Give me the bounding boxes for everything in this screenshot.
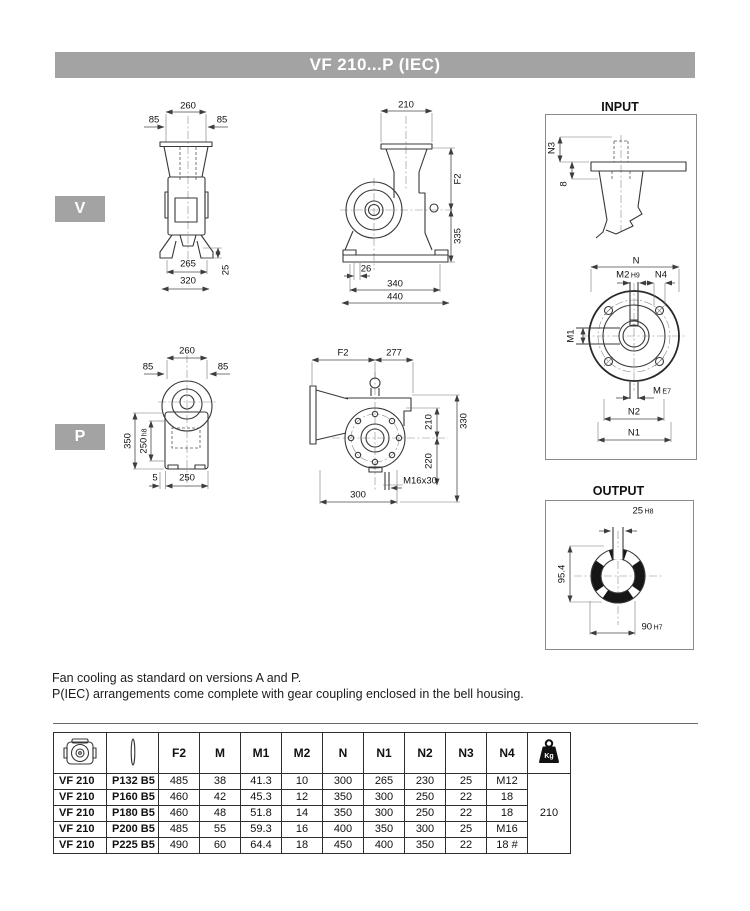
dim-f2: F2 bbox=[452, 173, 464, 185]
dim-overall-width: 440 bbox=[387, 291, 403, 303]
table-row bbox=[54, 790, 571, 806]
cell-value: 350 bbox=[323, 790, 364, 806]
note-line-2: P(IEC) arrangements come complete with gear coupling enclosed in the bell housing. bbox=[52, 687, 524, 701]
cell-value: 22 bbox=[446, 790, 487, 806]
version-label-v: V bbox=[55, 196, 105, 222]
dim-base-width: 300 bbox=[350, 489, 366, 501]
dim-center-height: 335 bbox=[452, 228, 464, 244]
cell-value: 490 bbox=[159, 838, 200, 854]
dim-m1: M1 bbox=[565, 329, 577, 343]
col-header-m: M bbox=[200, 733, 241, 774]
dim-lower-height: 220 bbox=[423, 453, 435, 469]
cell-value: 250 bbox=[405, 790, 446, 806]
cell-value: 350 bbox=[364, 822, 405, 838]
cell-motor: P225 B5 bbox=[107, 838, 159, 854]
cell-model: VF 210 bbox=[54, 774, 107, 790]
dim-n4: N4 bbox=[654, 269, 668, 281]
cell-value: 265 bbox=[364, 774, 405, 790]
dim-flange-depth: 8 bbox=[558, 181, 570, 187]
cell-value: M12 bbox=[487, 774, 528, 790]
p-front-drawing bbox=[120, 345, 250, 505]
output-title: OUTPUT bbox=[592, 484, 645, 498]
motor-shaft-header-cell bbox=[107, 733, 159, 774]
cell-model: VF 210 bbox=[54, 838, 107, 854]
p-side-graphic bbox=[290, 340, 480, 515]
dim-key-width: 25 H8 bbox=[632, 505, 654, 517]
cell-value: 230 bbox=[405, 774, 446, 790]
cell-weight: 210 bbox=[528, 774, 571, 854]
dim-base-outer: 320 bbox=[180, 275, 196, 287]
dim-flange-width: 210 bbox=[398, 99, 414, 111]
dim-flange-left: 85 bbox=[142, 361, 154, 373]
table-top-rule bbox=[53, 723, 698, 724]
cell-value: 12 bbox=[282, 790, 323, 806]
cell-value: 41.3 bbox=[241, 774, 282, 790]
dim-m: M E7 bbox=[653, 385, 671, 397]
notes bbox=[52, 670, 524, 702]
p-side-drawing bbox=[290, 340, 480, 515]
input-box bbox=[545, 114, 697, 460]
cell-value: 460 bbox=[159, 790, 200, 806]
cell-value: 350 bbox=[323, 806, 364, 822]
cell-value: 38 bbox=[200, 774, 241, 790]
cell-value: 16 bbox=[282, 822, 323, 838]
v-side-graphic bbox=[330, 100, 530, 312]
dim-body-width: 250 bbox=[179, 472, 195, 484]
dim-top-width: 260 bbox=[179, 345, 195, 357]
cell-value: 300 bbox=[364, 806, 405, 822]
cell-value: 18 bbox=[487, 806, 528, 822]
cell-value: 60 bbox=[200, 838, 241, 854]
cell-value: 42 bbox=[200, 790, 241, 806]
dim-flange-right: 85 bbox=[217, 361, 229, 373]
input-graphic bbox=[546, 115, 696, 459]
v-front-drawing bbox=[130, 100, 240, 295]
dim-overall-height: 330 bbox=[458, 413, 470, 429]
cell-value: 400 bbox=[323, 822, 364, 838]
col-header-n4: N4 bbox=[487, 733, 528, 774]
dim-flange-left: 85 bbox=[148, 114, 160, 126]
cell-model: VF 210 bbox=[54, 822, 107, 838]
cell-value: 45.3 bbox=[241, 790, 282, 806]
gearbox-icon bbox=[61, 735, 99, 769]
cell-motor: P132 B5 bbox=[107, 774, 159, 790]
dim-bore-diameter: 90 H7 bbox=[641, 621, 663, 633]
dim-flange-right: 85 bbox=[216, 114, 228, 126]
cell-value: 250 bbox=[405, 806, 446, 822]
cell-value: 400 bbox=[364, 838, 405, 854]
weight-header-cell bbox=[528, 733, 571, 774]
table-row bbox=[54, 822, 571, 838]
dim-body-height: 350 bbox=[122, 433, 134, 449]
input-title: INPUT bbox=[601, 100, 639, 114]
cell-value: 300 bbox=[323, 774, 364, 790]
cell-value: 25 bbox=[446, 774, 487, 790]
dim-body-length: 277 bbox=[386, 347, 402, 359]
dim-pilot-diameter: 250h8 bbox=[138, 428, 150, 454]
cell-value: 485 bbox=[159, 774, 200, 790]
output-graphic bbox=[546, 501, 693, 649]
weight-kg-icon bbox=[535, 738, 563, 765]
cell-value: 10 bbox=[282, 774, 323, 790]
cell-value: M16 bbox=[487, 822, 528, 838]
dim-foot-offset: 5 bbox=[152, 472, 158, 484]
dim-base-inner: 265 bbox=[180, 258, 196, 270]
dim-upper-height: 210 bbox=[423, 414, 435, 430]
cell-model: VF 210 bbox=[54, 806, 107, 822]
motor-shaft-icon bbox=[127, 735, 139, 769]
gearbox-header-cell bbox=[54, 733, 107, 774]
dim-base-width: 340 bbox=[387, 278, 403, 290]
dim-pad-width: 26 bbox=[360, 263, 372, 275]
cell-value: 485 bbox=[159, 822, 200, 838]
dim-key-depth: 95.4 bbox=[556, 564, 568, 584]
dim-m2: M2 H9 bbox=[616, 269, 640, 281]
dim-top-width: 260 bbox=[180, 100, 196, 112]
dim-f2: F2 bbox=[337, 347, 349, 359]
table-row bbox=[54, 774, 571, 790]
cell-value: 350 bbox=[405, 838, 446, 854]
dim-n2: N2 bbox=[627, 406, 641, 418]
cell-motor: P160 B5 bbox=[107, 790, 159, 806]
cell-value: 460 bbox=[159, 806, 200, 822]
dimension-table bbox=[53, 732, 571, 854]
cell-motor: P180 B5 bbox=[107, 806, 159, 822]
col-header-m1: M1 bbox=[241, 733, 282, 774]
cell-value: 18 bbox=[487, 790, 528, 806]
col-header-n2: N2 bbox=[405, 733, 446, 774]
cell-value: 300 bbox=[364, 790, 405, 806]
col-header-n1: N1 bbox=[364, 733, 405, 774]
kg-label: Kg bbox=[544, 753, 554, 760]
cell-value: 22 bbox=[446, 806, 487, 822]
cell-motor: P200 B5 bbox=[107, 822, 159, 838]
cell-value: 25 bbox=[446, 822, 487, 838]
col-header-m2: M2 bbox=[282, 733, 323, 774]
col-header-n3: N3 bbox=[446, 733, 487, 774]
page-title: VF 210...P (IEC) bbox=[55, 52, 695, 78]
cell-value: 18 bbox=[282, 838, 323, 854]
cell-value: 51.8 bbox=[241, 806, 282, 822]
cell-value: 22 bbox=[446, 838, 487, 854]
v-side-drawing bbox=[330, 100, 530, 312]
table-header-row bbox=[54, 733, 571, 774]
cell-value: 48 bbox=[200, 806, 241, 822]
table-row bbox=[54, 838, 571, 854]
dim-n1: N1 bbox=[627, 427, 641, 439]
cell-value: 300 bbox=[405, 822, 446, 838]
col-header-n: N bbox=[323, 733, 364, 774]
note-line-1: Fan cooling as standard on versions A and P. bbox=[52, 671, 302, 685]
dim-n3: N3 bbox=[546, 141, 558, 155]
version-label-p: P bbox=[55, 424, 105, 450]
dim-foot-height: 25 bbox=[220, 264, 232, 276]
output-box bbox=[545, 500, 694, 650]
dim-tap: M16x30 bbox=[403, 475, 437, 487]
cell-value: 450 bbox=[323, 838, 364, 854]
table-row bbox=[54, 806, 571, 822]
cell-value: 64.4 bbox=[241, 838, 282, 854]
cell-value: 18 # bbox=[487, 838, 528, 854]
dim-n: N bbox=[632, 255, 640, 267]
cell-model: VF 210 bbox=[54, 790, 107, 806]
cell-value: 55 bbox=[200, 822, 241, 838]
cell-value: 14 bbox=[282, 806, 323, 822]
cell-value: 59.3 bbox=[241, 822, 282, 838]
col-header-f2: F2 bbox=[159, 733, 200, 774]
